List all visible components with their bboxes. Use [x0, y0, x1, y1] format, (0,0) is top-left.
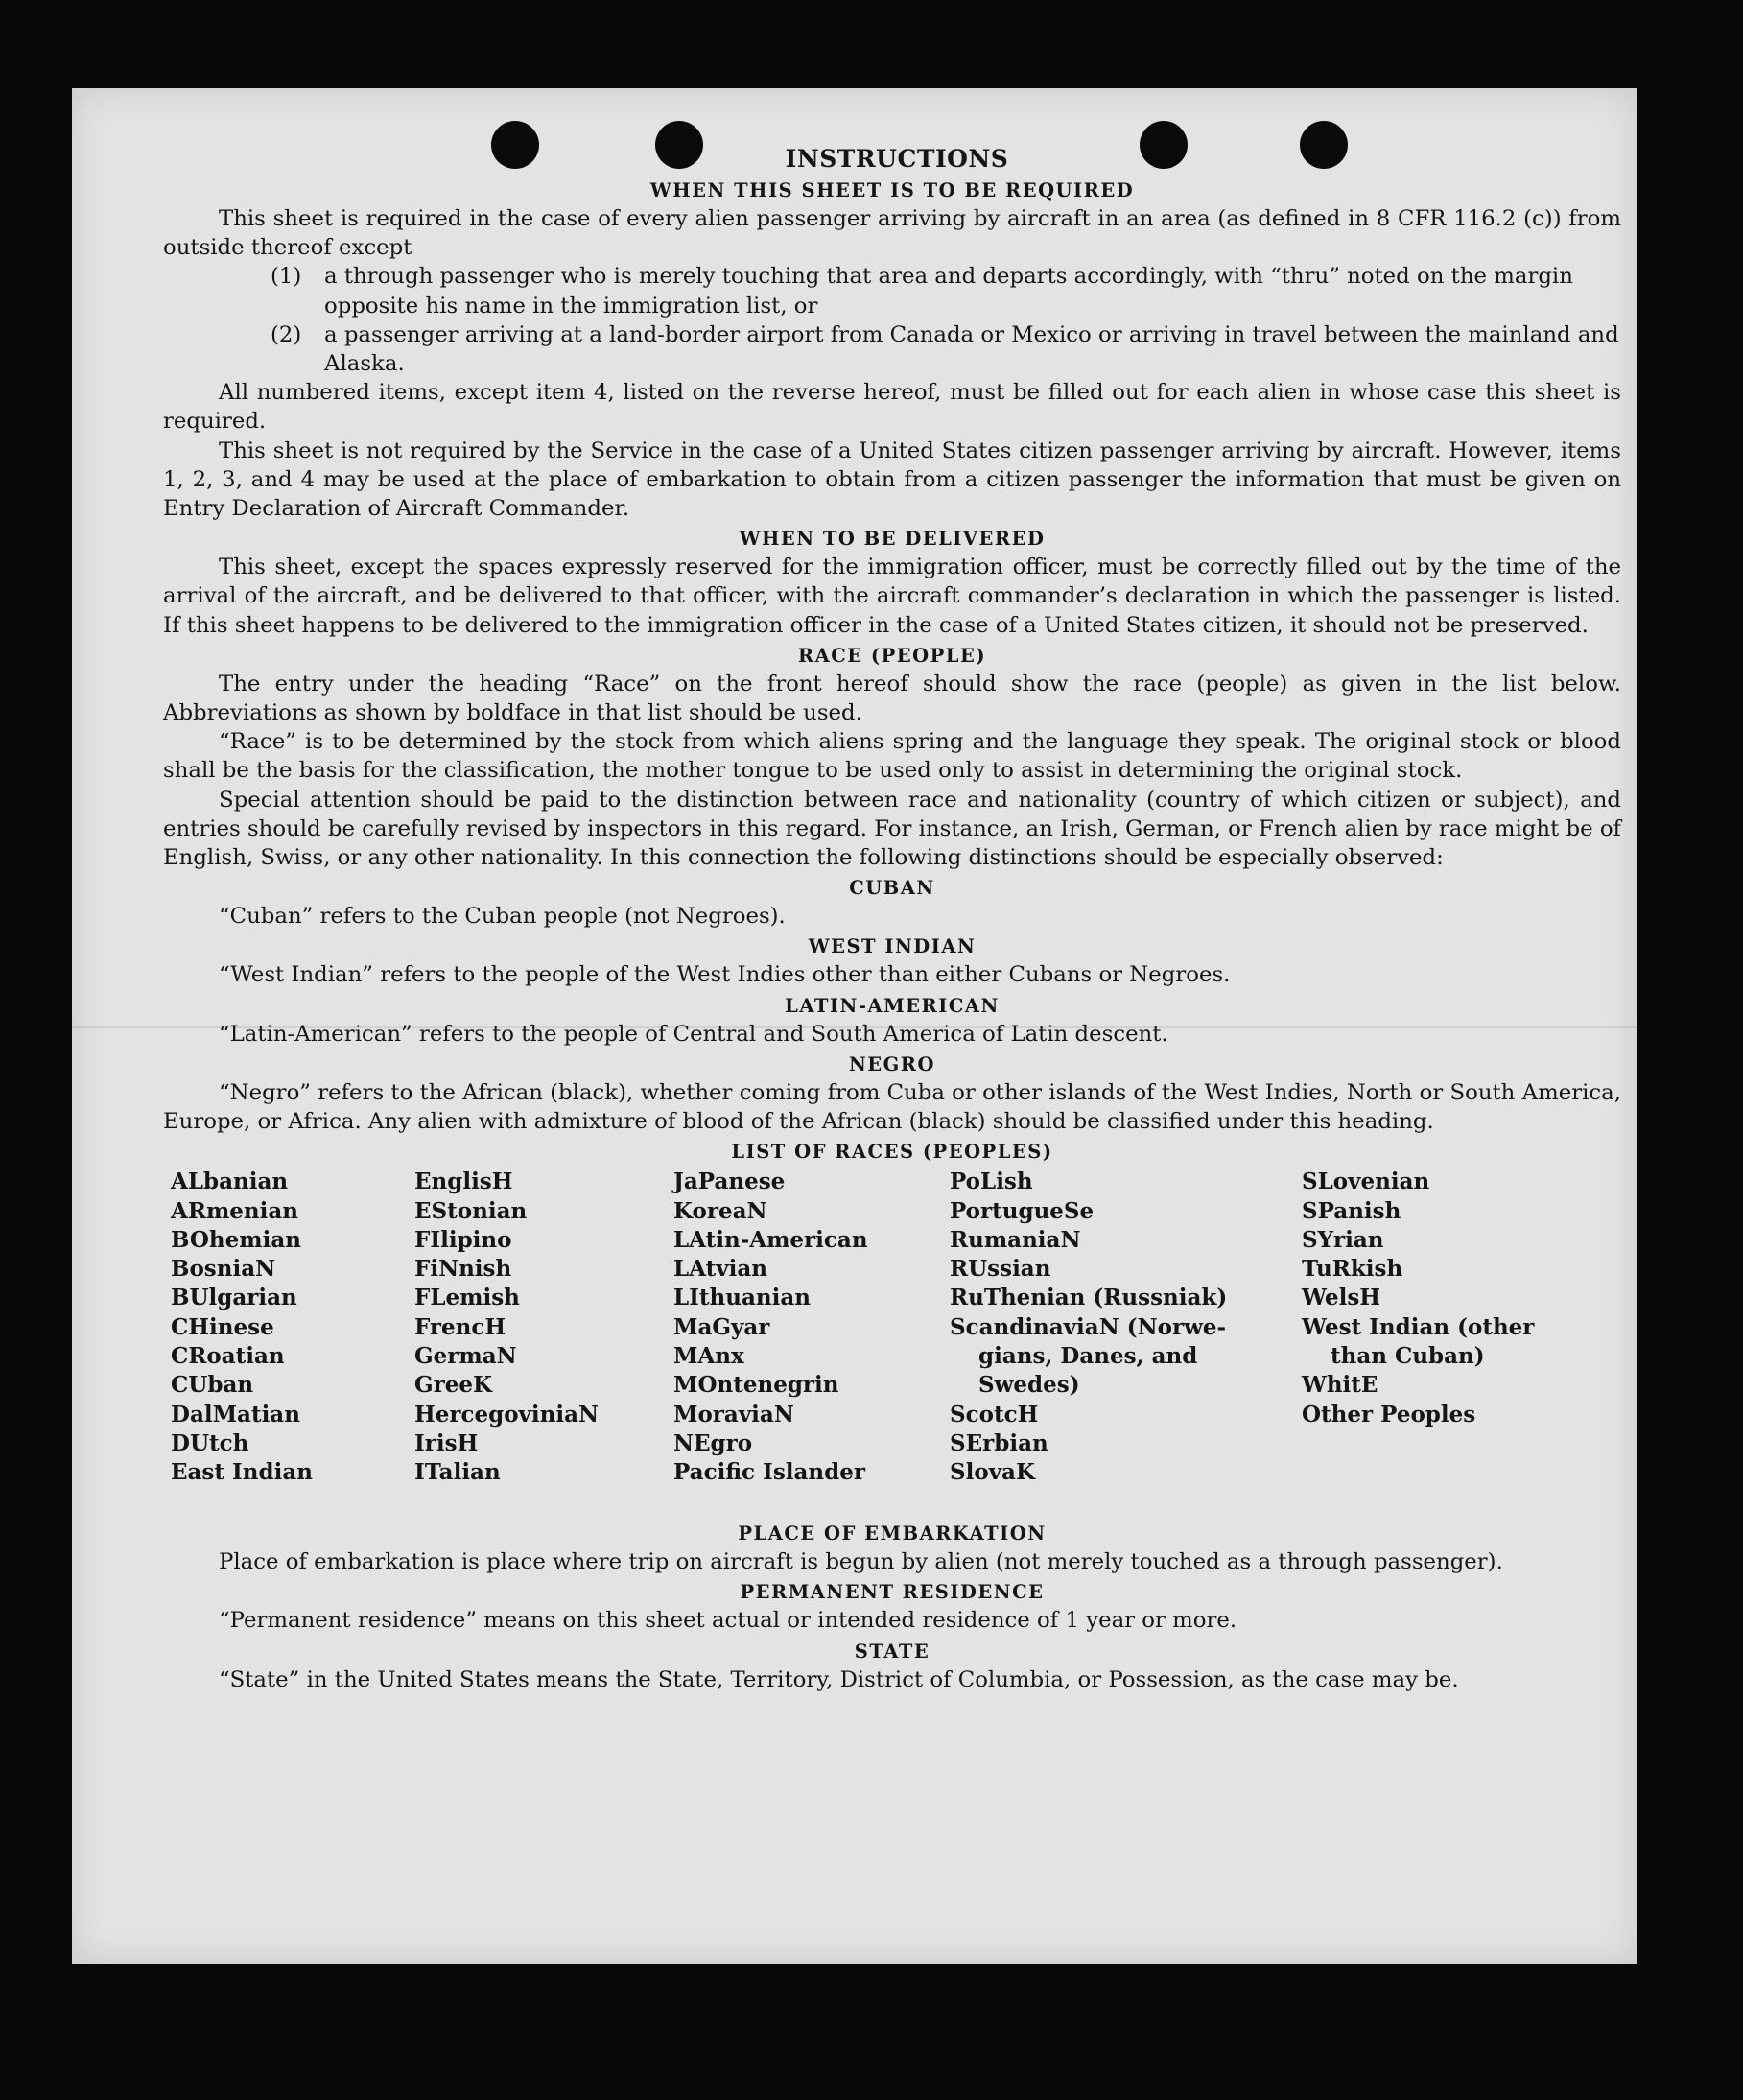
race-entry: gians, Danes, and — [978, 1343, 1198, 1370]
race-entry: NEgro — [673, 1429, 753, 1456]
west-indian-text: “West Indian” refers to the people of the West Indies other than either Cubans or Negroes. — [219, 962, 1231, 988]
race-entry: East Indian — [171, 1459, 313, 1486]
race-entry: IrisH — [414, 1429, 479, 1456]
race-entry: GermaN — [414, 1343, 517, 1370]
race-entry: GreeK — [414, 1372, 493, 1399]
race-entry: DUtch — [171, 1429, 249, 1456]
heading-state: STATE — [854, 1640, 930, 1663]
race-entry: PoLish — [950, 1168, 1033, 1195]
instructions-content — [163, 144, 1621, 1694]
race-entry: MoraviaN — [673, 1401, 794, 1428]
race-entry: CUban — [171, 1372, 254, 1399]
race-entry: SlovaK — [950, 1459, 1035, 1486]
race-entry: CHinese — [171, 1313, 274, 1340]
race-entry: ARmenian — [171, 1197, 299, 1224]
race-entry: ScandinaviaN (Norwe- — [950, 1313, 1227, 1340]
heading-list-of-races: LIST OF RACES (PEOPLES) — [731, 1141, 1053, 1164]
race-entry: Swedes) — [978, 1372, 1080, 1399]
race-entry: RuThenian (Russniak) — [950, 1285, 1228, 1311]
permanent-residence-text: “Permanent residence” means on this sheet actual or intended residence of 1 year or more. — [219, 1608, 1237, 1634]
heading-permanent-residence: PERMANENT RESIDENCE — [740, 1581, 1045, 1604]
race-entry: DalMatian — [171, 1401, 300, 1428]
race-para-3: Special attention should be paid to the distinction between race and nationality (country of which citizen or subject), and entries should be carefully revised by inspectors in this regard. For instance, an Irish, German, or French alien by race might be of English, Swiss, or any other nationality. In this connection the following distinctions should be especially observed: — [163, 787, 1621, 871]
race-entry: BosniaN — [171, 1256, 276, 1283]
races-column-1 — [171, 1168, 313, 1487]
race-entry: West Indian (other — [1302, 1313, 1535, 1340]
race-entry: HercegoviniaN — [414, 1401, 600, 1428]
race-entry: FLemish — [414, 1285, 520, 1311]
race-entry: FrencH — [414, 1313, 506, 1340]
negro-text: “Negro” refers to the African (black), whether coming from Cuba or other islands of the West Indies, North or South America, Europe, or Africa. Any alien with admixture of blood of the African (black) should be classified under this heading. — [163, 1079, 1621, 1135]
when-required-para-3: This sheet is not required by the Service in the case of a United States citizen passenger arriving by aircraft. However, items 1, 2, 3, and 4 may be used at the place of embarkation to obtain from a citizen passenger the information that must be given on Entry Declaration of Aircraft Commander. — [163, 437, 1621, 522]
races-column-2 — [414, 1168, 599, 1487]
heading-cuban: CUBAN — [849, 877, 935, 900]
exception-item-2 — [271, 320, 1621, 378]
race-entry: WelsH — [1302, 1285, 1381, 1311]
heading-west-indian: WEST INDIAN — [808, 935, 977, 958]
race-entry: BOhemian — [171, 1226, 301, 1253]
race-entry: BUlgarian — [171, 1285, 297, 1311]
race-entry: LIthuanian — [673, 1285, 811, 1311]
item-number: (2) — [271, 321, 302, 347]
race-entry: RumaniaN — [950, 1226, 1081, 1253]
race-entry: PortugueSe — [950, 1197, 1095, 1224]
state-text: “State” in the United States means the State, Territory, District of Columbia, or Possession, as the case may be. — [219, 1666, 1459, 1692]
when-required-para-2: All numbered items, except item 4, listed on the reverse hereof, must be filled out for each alien in whose case this sheet is required. — [163, 380, 1621, 435]
item-text: a passenger arriving at a land-border airport from Canada or Mexico or arriving in travel between the mainland and Alaska. — [324, 321, 1619, 377]
race-entry: MaGyar — [673, 1313, 770, 1340]
heading-when-delivered: WHEN TO BE DELIVERED — [739, 528, 1046, 551]
embarkation-text: Place of embarkation is place where trip on aircraft is begun by alien (not merely touched as a through passenger). — [219, 1549, 1503, 1575]
race-entry: LAtin-American — [673, 1226, 868, 1253]
races-column-3 — [673, 1168, 868, 1487]
page-title: INSTRUCTIONS — [785, 145, 1009, 173]
document-sheet — [72, 88, 1637, 1964]
race-entry: KoreaN — [673, 1197, 767, 1224]
races-list — [163, 1168, 1621, 1518]
latin-american-text: “Latin-American” refers to the people of Central and South America of Latin descent. — [219, 1021, 1168, 1047]
race-entry: FIlipino — [414, 1226, 512, 1253]
race-entry: than Cuban) — [1331, 1343, 1485, 1370]
races-column-5 — [1302, 1168, 1534, 1429]
heading-when-required: WHEN THIS SHEET IS TO BE REQUIRED — [649, 179, 1135, 201]
heading-latin-american: LATIN-AMERICAN — [785, 994, 1000, 1017]
item-text: a through passenger who is merely touching that area and departs accordingly, with “thru” noted on the margin opposite his name in the immigration list, or — [324, 264, 1573, 319]
race-entry: MOntenegrin — [673, 1372, 839, 1399]
item-number: (1) — [271, 264, 302, 290]
race-entry: ITalian — [414, 1459, 501, 1486]
race-entry: LAtvian — [673, 1256, 767, 1283]
race-entry: SLovenian — [1302, 1168, 1430, 1195]
race-entry: JaPanese — [673, 1168, 786, 1195]
race-entry: ALbanian — [171, 1168, 289, 1195]
race-para-2: “Race” is to be determined by the stock from which aliens spring and the language they speak. The original stock or blood shall be the basis for the classification, the mother tongue to be used only to assist in determining the original stock. — [163, 729, 1621, 784]
races-column-4 — [950, 1168, 1227, 1487]
when-delivered-text: This sheet, except the spaces expressly reserved for the immigration officer, must be correctly filled out by the time of the arrival of the aircraft, and be delivered to that officer, with the aircraft commander’s declaration in which the passenger is listed. If this sheet happens to be delivered to the immigration officer in the case of a United States citizen, it should not be preserved. — [163, 554, 1621, 638]
heading-race: RACE (PEOPLE) — [797, 644, 987, 667]
race-entry: CRoatian — [171, 1343, 285, 1370]
race-entry: TuRkish — [1302, 1256, 1403, 1283]
heading-embarkation: PLACE OF EMBARKATION — [738, 1522, 1047, 1546]
race-entry: EnglisH — [414, 1168, 513, 1195]
race-entry: ScotcH — [950, 1401, 1039, 1428]
when-required-intro: This sheet is required in the case of every alien passenger arriving by aircraft in an area (as defined in 8 CFR 116.2 (c)) from outside thereof except — [163, 206, 1621, 261]
race-entry: SYrian — [1302, 1226, 1384, 1253]
race-para-1: The entry under the heading “Race” on the front hereof should show the race (people) as given in the list below. Abbreviations as shown by boldface in that list should be used. — [163, 671, 1621, 726]
exception-item-1 — [271, 262, 1621, 319]
race-entry: SPanish — [1302, 1197, 1401, 1224]
race-entry: Pacific Islander — [673, 1459, 865, 1486]
race-entry: WhitE — [1302, 1372, 1378, 1399]
cuban-text: “Cuban” refers to the Cuban people (not Negroes). — [219, 904, 786, 930]
race-entry: Other Peoples — [1302, 1401, 1476, 1428]
race-entry: MAnx — [673, 1343, 744, 1370]
race-entry: EStonian — [414, 1197, 528, 1224]
race-entry: RUssian — [950, 1256, 1051, 1283]
heading-negro: NEGRO — [848, 1052, 936, 1075]
race-entry: FiNnish — [414, 1256, 512, 1283]
race-entry: SErbian — [950, 1429, 1048, 1456]
